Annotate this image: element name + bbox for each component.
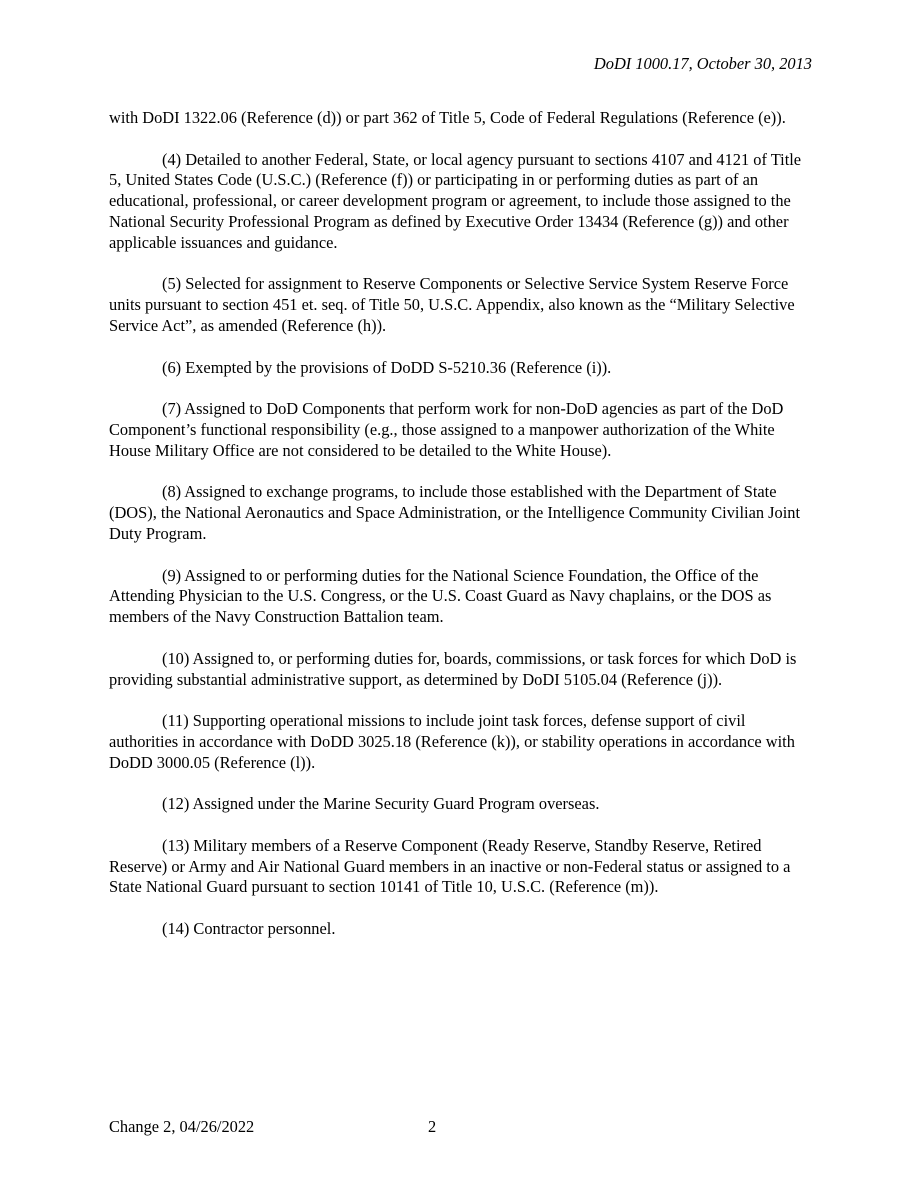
paragraph-item-11: (11) Supporting operational missions to include joint task forces, defense support of civil authorities in accordance with DoDD 3025.18 (Reference (k)), or stability operations in accordance with DoDD 3000.05 (Reference (l)). xyxy=(109,711,795,772)
page-number: 2 xyxy=(428,1117,437,1136)
paragraph-item-9: (9) Assigned to or performing duties for the National Science Foundation, the Office of the Attending Physician to the U.S. Congress, or the U.S. Coast Guard as Navy chaplains, or the DOS as members of the Navy Construction Battalion team. xyxy=(109,565,772,627)
paragraph-item-5: (5) Selected for assignment to Reserve Components or Selective Service System Reserve Force units pursuant to section 451 et. seq. of Title 50, U.S.C. Appendix, also known as the “Military Selective Service Act”, as amended (Reference (h)). xyxy=(109,274,795,335)
paragraph-item-8: (8) Assigned to exchange programs, to include those established with the Department of State (DOS), the National Aeronautics and Space Administration, or the Intelligence Community Civilian Joint Duty Program. xyxy=(109,482,801,543)
paragraph-item-7: (7) Assigned to DoD Components that perform work for non-DoD agencies as part of the DoD Component’s functional responsibility (e.g., those assigned to a manpower authorization of the White House Military Office are not considered to be detailed to the White House). xyxy=(109,399,784,460)
paragraph-item-13: (13) Military members of a Reserve Component (Ready Reserve, Standby Reserve, Retired Reserve) or Army and Air National Guard members in an inactive or non-Federal status or assigned to a State National Guard pursuant to section 10141 of Title 10, U.S.C. (Reference (m)). xyxy=(109,835,791,897)
paragraph-item-14: (14) Contractor personnel. xyxy=(162,919,336,939)
document-header: DoDI 1000.17, October 30, 2013 xyxy=(593,54,812,73)
paragraph-item-10: (10) Assigned to, or performing duties for, boards, commissions, or task forces for which DoD is providing substantial administrative support, as determined by DoDI 5105.04 (Reference (j)). xyxy=(109,648,797,689)
footer-change-note: Change 2, 04/26/2022 xyxy=(109,1117,255,1136)
paragraph-item-6: (6) Exempted by the provisions of DoDD S-5210.36 (Reference (i)). xyxy=(162,357,612,377)
paragraph-item-4: (4) Detailed to another Federal, State, or local agency pursuant to sections 4107 and 4121 of Title 5, United States Code (U.S.C.) (Reference (f)) or participating in or performing duties as part of an educational, professional, or career development program or agreement, to include those assigned to the National Security Professional Program as defined by Executive Order 13434 (Reference (g)) and other applicable issuances and guidance. xyxy=(109,149,802,252)
paragraph-continuation: with DoDI 1322.06 (Reference (d)) or part 362 of Title 5, Code of Federal Regulations (Reference (e)). xyxy=(109,108,786,127)
document-body xyxy=(109,108,812,961)
paragraph-item-12: (12) Assigned under the Marine Security Guard Program overseas. xyxy=(162,794,600,814)
